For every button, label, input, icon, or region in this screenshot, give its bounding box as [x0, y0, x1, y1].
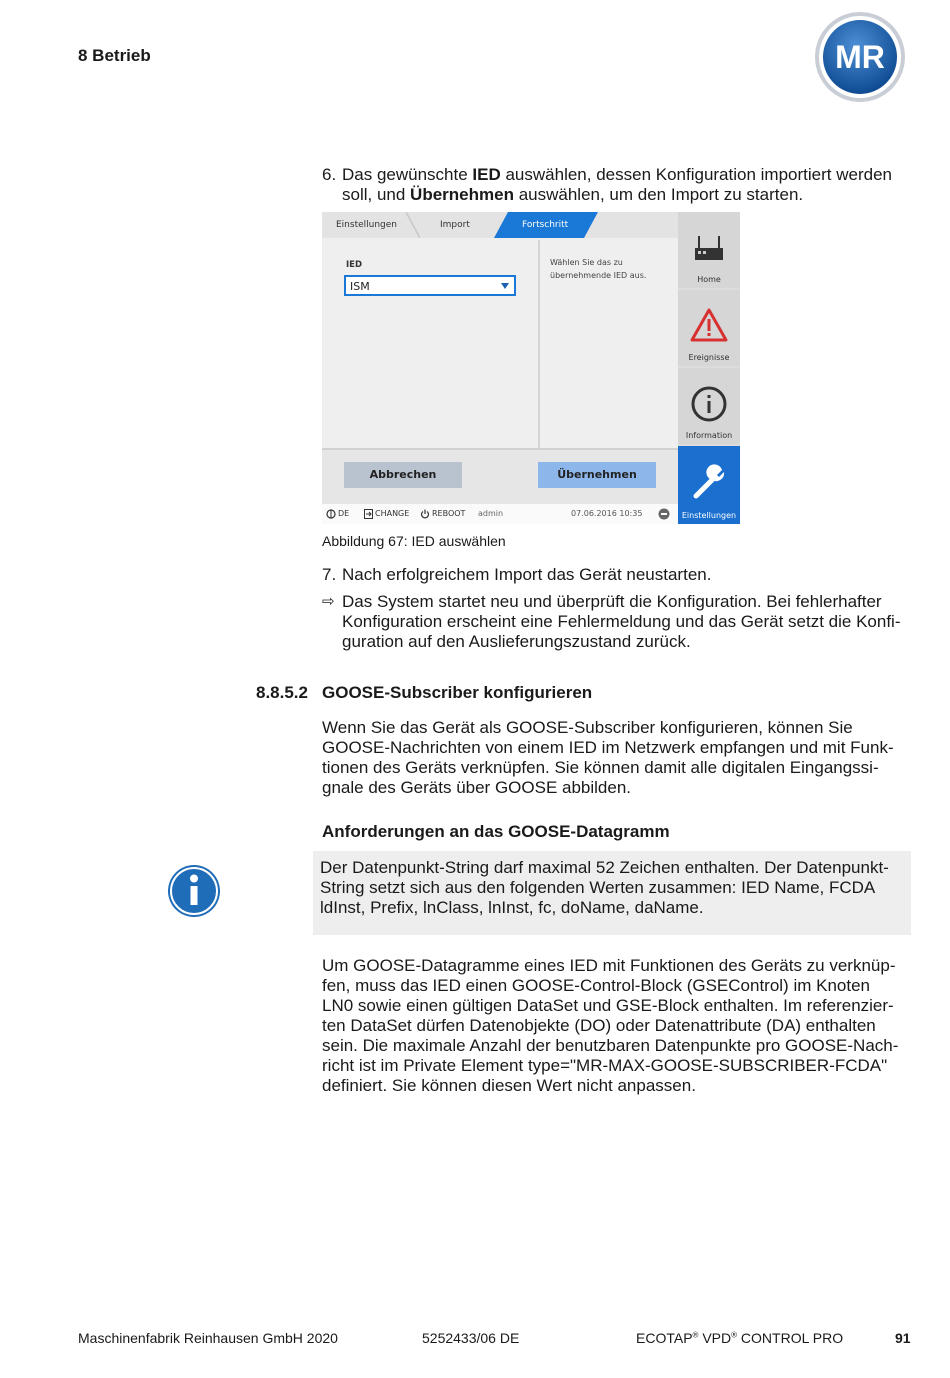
footer-product: ECOTAP® VPD® CONTROL PRO	[636, 1330, 844, 1346]
status-bar	[322, 504, 678, 524]
page-number: 91	[895, 1330, 911, 1346]
side-item-ereignisse[interactable]	[678, 290, 740, 366]
logo-text: MR	[835, 39, 885, 75]
chapter-heading: 8 Betrieb	[78, 46, 151, 65]
section-paragraph-2: Um GOOSE-Datagramme eines IED mit Funktionen des Geräts zu verknüp- fen, muss das IED einen GOOSE-Control-Block (GSEControl) im Knoten LN0 sowie einen gültigen DataSet und GSE-Block enthalten. Im referenzier- ten DataSet dürfen Datenobjekte (DO) oder Datenattribute (DA) enthalten sein. Die maximale Anzahl der benutzbaren Datenpunkte pro GOOSE-Nach- richt ist im Private Element type="MR-MAX-GOOSE-SUBSCRIBER-FCDA" definiert. Sie können diesen Wert nicht anpassen.	[322, 956, 899, 1095]
step-7	[322, 565, 912, 585]
section-title: GOOSE-Subscriber konfigurieren	[322, 683, 593, 702]
footer-company: Maschinenfabrik Reinhausen GmbH 2020	[78, 1330, 338, 1346]
step-text: Das gewünschte IED auswählen, dessen Konfiguration importiert werden soll, und Übernehmen auswählen, um den Import zu starten.	[342, 165, 892, 204]
side-item-label: Einstellungen	[681, 511, 737, 520]
result-arrow-icon: ⇨	[322, 593, 335, 610]
side-item-information[interactable]	[678, 368, 740, 444]
ied-label: IED	[346, 260, 363, 270]
info-circle-icon	[691, 386, 727, 422]
chevron-down-icon[interactable]	[496, 277, 514, 294]
wrench-icon	[692, 464, 728, 500]
side-item-home[interactable]	[678, 212, 740, 288]
tab-separator	[406, 212, 420, 238]
device-ui-screenshot	[322, 212, 740, 524]
side-item-label: Home	[697, 275, 721, 284]
result-text: Das System startet neu und überprüft die Konfiguration. Bei fehlerhafter Konfiguration erscheint eine Fehlermeldung und das Gerät setzt die Konfi- guration auf den Auslieferungszustand zurück.	[342, 592, 901, 651]
warning-icon	[690, 308, 728, 342]
figure-caption: Abbildung 67: IED auswählen	[322, 533, 506, 549]
section-paragraph-1: Wenn Sie das Gerät als GOOSE-Subscriber konfigurieren, können Sie GOOSE-Nachrichten von einem IED im Netzwerk empfangen und mit Funk- tionen des Geräts verknüpfen. Sie können damit alle digitalen Eingangssi- gnale des Geräts über GOOSE abbilden.	[322, 718, 894, 797]
language-icon	[326, 509, 336, 519]
cancel-button[interactable]: Abbrechen	[344, 462, 462, 488]
step-text: Nach erfolgreichem Import das Gerät neustarten.	[342, 565, 712, 584]
step-number: 7.	[322, 565, 337, 584]
tab-import[interactable]: Import	[440, 220, 470, 230]
section-number: 8.8.5.2	[256, 683, 308, 702]
step-number: 6.	[322, 165, 337, 184]
tab-einstellungen[interactable]: Einstellungen	[336, 220, 398, 230]
note-text: Der Datenpunkt-String darf maximal 52 Zeichen enthalten. Der Datenpunkt- String setzt sich aus den folgenden Werten zusammen: IED Name, FCDA ldInst, Prefix, lnClass, lnInst, fc, doName, daName.	[320, 858, 889, 917]
step-6	[322, 165, 912, 205]
info-icon	[167, 864, 221, 918]
tab-bar	[322, 212, 678, 238]
change-link[interactable]: CHANGE	[375, 509, 410, 518]
tab-fortschritt[interactable]: Fortschritt	[522, 220, 569, 230]
home-device-icon	[693, 234, 725, 262]
mr-logo	[813, 10, 907, 104]
change-icon	[364, 509, 373, 519]
help-text: Wählen Sie das zu übernehmende IED aus.	[550, 258, 647, 280]
datetime: 07.06.2016 10:35	[571, 509, 643, 518]
footer-doc-number: 5252433/06 DE	[422, 1330, 520, 1346]
user-name: admin	[478, 509, 504, 518]
subsection-title: Anforderungen an das GOOSE-Datagramm	[322, 822, 670, 841]
side-item-label: Information	[685, 431, 733, 440]
ied-select-value: ISM	[350, 280, 370, 293]
side-item-einstellungen[interactable]	[678, 446, 740, 524]
form-panel	[324, 240, 538, 448]
power-icon	[420, 509, 430, 519]
language-value[interactable]: DE	[338, 509, 350, 518]
ied-select[interactable]	[344, 275, 516, 296]
reboot-link[interactable]: REBOOT	[432, 509, 466, 518]
accept-button[interactable]: Übernehmen	[538, 462, 656, 488]
side-item-label: Ereignisse	[688, 353, 730, 362]
network-icon	[658, 508, 670, 520]
side-nav	[678, 212, 740, 524]
